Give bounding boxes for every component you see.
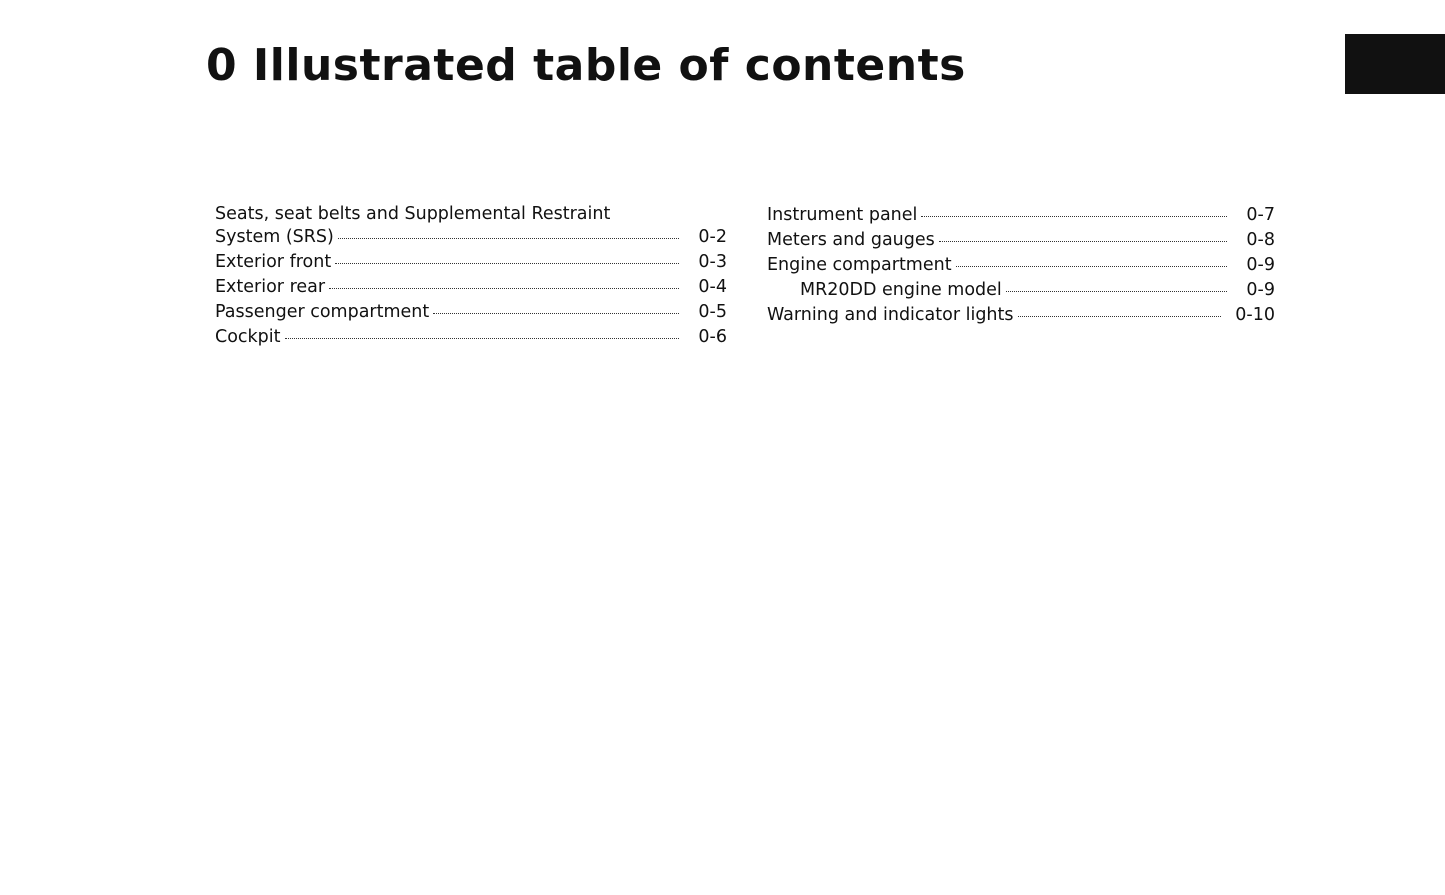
toc-entry-seats-srs[interactable]: [215, 203, 727, 250]
dot-leader: [956, 266, 1227, 267]
toc-entry-label: MR20DD engine model: [800, 280, 1002, 300]
toc-entry-mr20dd-engine-model[interactable]: [767, 278, 1275, 303]
toc-page-number: 0-6: [698, 327, 727, 347]
dot-leader: [285, 338, 679, 339]
toc-entry-label: Exterior rear: [215, 277, 326, 297]
toc-entry-label: Cockpit: [215, 327, 281, 347]
dot-leader: [939, 241, 1227, 242]
toc-entry-exterior-front[interactable]: [215, 250, 727, 275]
dot-leader: [1006, 291, 1227, 292]
toc-page-number: 0-9: [1246, 280, 1275, 300]
toc-entry-warning-indicator-lights[interactable]: [767, 303, 1275, 328]
toc-column-right: [767, 203, 1275, 328]
toc-page-number: 0-10: [1235, 305, 1275, 325]
toc-entry-label: System (SRS): [215, 227, 334, 247]
dot-leader: [329, 288, 679, 289]
toc-entry-exterior-rear[interactable]: [215, 275, 727, 300]
chapter-tab-marker: [1345, 34, 1445, 94]
toc-page-number: 0-9: [1246, 255, 1275, 275]
toc-page-number: 0-7: [1246, 205, 1275, 225]
toc-entry-label: Meters and gauges: [767, 230, 935, 250]
toc-column-left: [215, 203, 727, 350]
toc-page-number: 0-4: [698, 277, 727, 297]
dot-leader: [921, 216, 1227, 217]
chapter-title: 0 Illustrated table of contents: [206, 40, 966, 91]
toc-entry-label: Engine compartment: [767, 255, 952, 275]
toc-entry-cockpit[interactable]: [215, 325, 727, 350]
toc-entry-label-line1: Seats, seat belts and Supplemental Restraint: [215, 204, 611, 224]
dot-leader: [1018, 316, 1222, 317]
toc-page-number: 0-8: [1246, 230, 1275, 250]
toc-entry-label: Exterior front: [215, 252, 332, 272]
toc-page-number: 0-3: [698, 252, 727, 272]
toc-page-number: 0-2: [698, 227, 727, 247]
toc-entry-engine-compartment[interactable]: [767, 253, 1275, 278]
dot-leader: [433, 313, 679, 314]
toc-entry-instrument-panel[interactable]: [767, 203, 1275, 228]
toc-entry-label: Instrument panel: [767, 205, 918, 225]
toc-entry-passenger-compartment[interactable]: [215, 300, 727, 325]
dot-leader: [335, 263, 679, 264]
toc-entry-label: Warning and indicator lights: [767, 305, 1014, 325]
toc-entry-meters-gauges[interactable]: [767, 228, 1275, 253]
toc-entry-label: Passenger compartment: [215, 302, 430, 322]
toc-page-number: 0-5: [698, 302, 727, 322]
dot-leader: [338, 238, 679, 239]
